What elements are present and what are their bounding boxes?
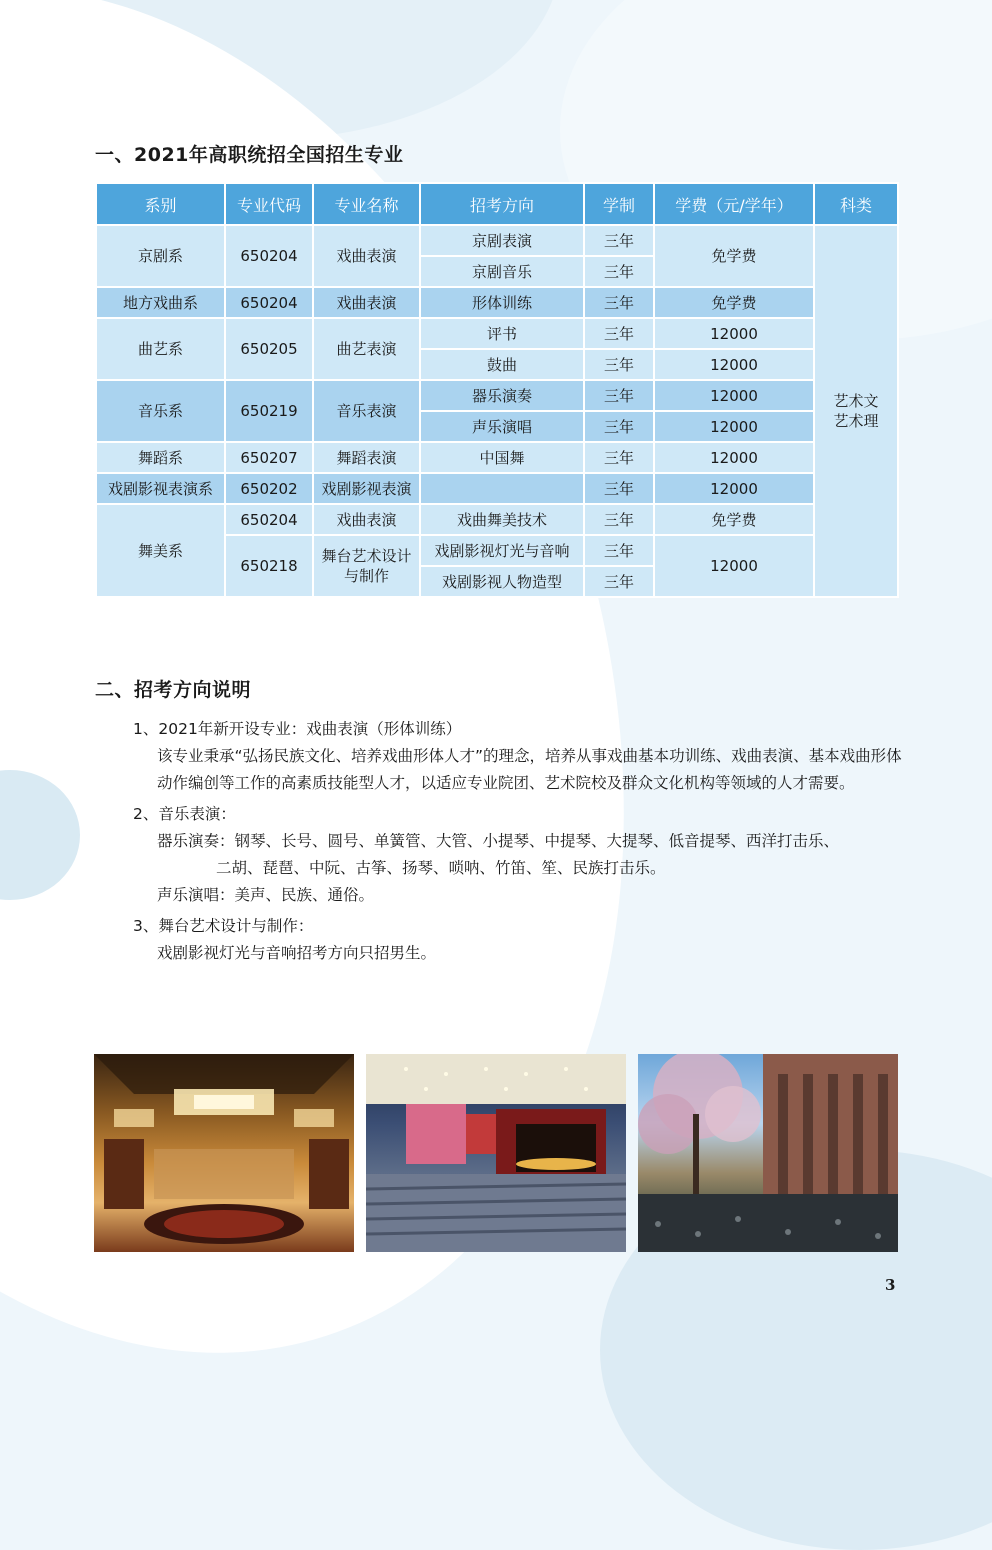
- header-major: 专业名称: [313, 183, 420, 225]
- cell-direction: 器乐演奏: [420, 380, 584, 411]
- header-direction: 招考方向: [420, 183, 584, 225]
- page-number: 3: [885, 1276, 896, 1294]
- cell-duration: 三年: [584, 318, 654, 349]
- cell-fee: 12000: [654, 349, 814, 380]
- table-row: [96, 442, 898, 473]
- table-row: [96, 473, 898, 504]
- header-code: 专业代码: [225, 183, 313, 225]
- cell-major: 戏曲表演: [313, 287, 420, 318]
- directions-notes: [133, 716, 903, 967]
- note-2-vocal: 声乐演唱：美声、民族、通俗。: [157, 886, 375, 904]
- cell-direction: 评书: [420, 318, 584, 349]
- note-2-instrumental: [157, 828, 903, 855]
- cell-fee: 12000: [654, 535, 814, 597]
- cell-duration: 三年: [584, 349, 654, 380]
- cell-fee: 12000: [654, 318, 814, 349]
- theater-photo: [366, 1054, 626, 1252]
- cell-duration: 三年: [584, 287, 654, 318]
- instrumental-list-2: 二胡、琵琶、中阮、古筝、扬琴、唢呐、竹笛、笙、民族打击乐。: [216, 859, 666, 877]
- table-row: [96, 287, 898, 318]
- section-title-majors: 一、2021年高职统招全国招生专业: [95, 144, 404, 166]
- cell-direction: [420, 473, 584, 504]
- cell-direction: 声乐演唱: [420, 411, 584, 442]
- cell-code: 650202: [225, 473, 313, 504]
- cell-dept: 曲艺系: [96, 318, 225, 380]
- cell-duration: 三年: [584, 442, 654, 473]
- instrumental-label: 器乐演奏：: [157, 832, 235, 850]
- cell-direction: 鼓曲: [420, 349, 584, 380]
- cell-code: 650219: [225, 380, 313, 442]
- instrumental-list-1: 钢琴、长号、圆号、单簧管、大管、小提琴、中提琴、大提琴、低音提琴、西洋打击乐、: [234, 832, 840, 850]
- note-2-title: 2、音乐表演：: [133, 805, 236, 823]
- cell-major: 戏曲表演: [313, 225, 420, 287]
- cell-duration: 三年: [584, 256, 654, 287]
- cell-dept: 舞美系: [96, 504, 225, 597]
- table-row: [96, 380, 898, 411]
- cell-duration: 三年: [584, 411, 654, 442]
- note-1-title: 1、2021年新开设专业：戏曲表演（形体训练）: [133, 720, 462, 738]
- cell-fee: 12000: [654, 442, 814, 473]
- table-row: [96, 318, 898, 349]
- cell-duration: 三年: [584, 504, 654, 535]
- cell-dept: 戏剧影视表演系: [96, 473, 225, 504]
- campus-photo: [638, 1054, 898, 1252]
- note-1-text: 该专业秉承“弘扬民族文化、培养戏曲形体人才”的理念，培养从事戏曲基本功训练、戏曲表演、基本戏曲形体动作编创等工作的高素质技能型人才，以适应专业院团、艺术院校及群众文化机构等领域的人才需要。: [157, 747, 902, 792]
- cell-code: 650204: [225, 225, 313, 287]
- cell-duration: 三年: [584, 566, 654, 597]
- cell-code: 650207: [225, 442, 313, 473]
- table-header-row: [96, 183, 898, 225]
- header-duration: 学制: [584, 183, 654, 225]
- header-dept: 系别: [96, 183, 225, 225]
- cell-code: 650205: [225, 318, 313, 380]
- cell-duration: 三年: [584, 535, 654, 566]
- cell-fee: 免学费: [654, 287, 814, 318]
- cell-major: 戏曲表演: [313, 504, 420, 535]
- cell-fee: 免学费: [654, 225, 814, 287]
- section-title-directions: 二、招考方向说明: [95, 679, 252, 701]
- note-3-title: 3、舞台艺术设计与制作：: [133, 917, 314, 935]
- note-3-text: 戏剧影视灯光与音响招考方向只招男生。: [157, 944, 437, 962]
- cell-duration: 三年: [584, 380, 654, 411]
- cell-direction: 中国舞: [420, 442, 584, 473]
- cell-fee: 12000: [654, 380, 814, 411]
- header-fee: 学费（元/学年）: [654, 183, 814, 225]
- cell-direction: 戏剧影视人物造型: [420, 566, 584, 597]
- cell-major: 舞台艺术设计 与制作: [313, 535, 420, 597]
- cell-direction: 京剧音乐: [420, 256, 584, 287]
- cell-major: 曲艺表演: [313, 318, 420, 380]
- cell-direction: 戏剧影视灯光与音响: [420, 535, 584, 566]
- cell-subject: 艺术文 艺术理: [814, 225, 898, 597]
- cell-code: 650204: [225, 287, 313, 318]
- majors-table: [95, 182, 899, 598]
- cell-code: 650204: [225, 504, 313, 535]
- cell-direction: 形体训练: [420, 287, 584, 318]
- cell-major: 舞蹈表演: [313, 442, 420, 473]
- table-row: [96, 225, 898, 256]
- cell-dept: 地方戏曲系: [96, 287, 225, 318]
- cell-major: 音乐表演: [313, 380, 420, 442]
- cell-fee: 12000: [654, 473, 814, 504]
- cell-major: 戏剧影视表演: [313, 473, 420, 504]
- cell-dept: 舞蹈系: [96, 442, 225, 473]
- cell-direction: 戏曲舞美技术: [420, 504, 584, 535]
- cell-fee: 免学费: [654, 504, 814, 535]
- cell-dept: 京剧系: [96, 225, 225, 287]
- cell-direction: 京剧表演: [420, 225, 584, 256]
- cell-code: 650218: [225, 535, 313, 597]
- lobby-photo: [94, 1054, 354, 1252]
- cell-fee: 12000: [654, 411, 814, 442]
- cell-duration: 三年: [584, 225, 654, 256]
- cell-duration: 三年: [584, 473, 654, 504]
- header-subject: 科类: [814, 183, 898, 225]
- cell-dept: 音乐系: [96, 380, 225, 442]
- table-row: [96, 504, 898, 535]
